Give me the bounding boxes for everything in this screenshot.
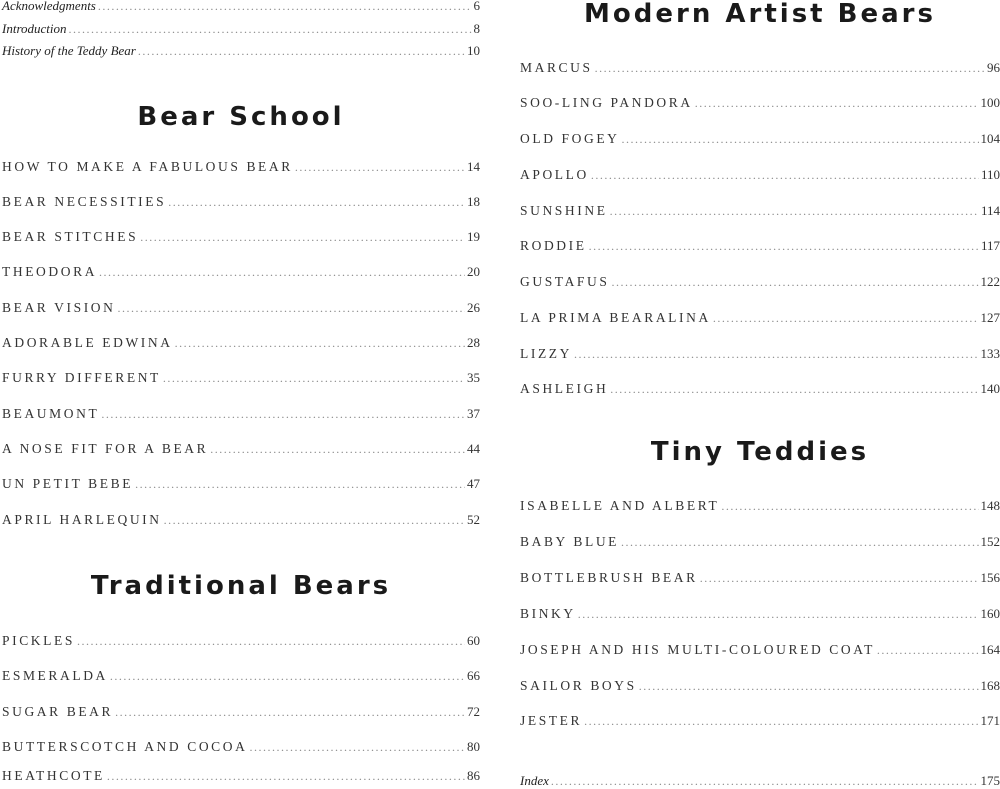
toc-entry-title: GUSTAFUS (520, 274, 610, 289)
toc-entry[interactable] (2, 335, 480, 351)
toc-entry-page: 18 (467, 194, 480, 209)
dot-leader (589, 239, 979, 254)
toc-entry-title: BEAR STITCHES (2, 229, 139, 244)
toc-entry[interactable] (2, 159, 480, 175)
dot-leader (610, 204, 979, 219)
section-heading-traditional-bears: Traditional Bears (90, 571, 392, 601)
dot-leader (164, 513, 465, 528)
toc-entry-title: SUGAR BEAR (2, 704, 114, 719)
toc-entry-page: 110 (980, 167, 1000, 182)
toc-entry-page: 28 (467, 335, 480, 350)
toc-entry-page: 6 (473, 0, 480, 13)
toc-entry-title: BUTTERSCOTCH AND COCOA (2, 739, 248, 754)
toc-entry-title: SUNSHINE (520, 203, 608, 218)
toc-entry-page: 44 (467, 441, 480, 456)
toc-entry-title: SAILOR BOYS (520, 678, 637, 693)
toc-entry-title: THEODORA (2, 264, 98, 279)
dot-leader (168, 195, 465, 210)
toc-entry-introduction[interactable] (2, 21, 480, 37)
toc-entry[interactable] (520, 310, 1000, 326)
dot-leader (295, 160, 465, 175)
toc-entry-page: 148 (980, 498, 1000, 513)
dot-leader (69, 22, 472, 37)
dot-leader (110, 669, 465, 684)
toc-entry[interactable] (520, 167, 1000, 183)
toc-entry-title: SOO-LING PANDORA (520, 95, 693, 110)
toc-entry-index[interactable] (520, 773, 1000, 789)
toc-entry-title: BEAR VISION (2, 300, 116, 315)
toc-entry[interactable] (2, 194, 480, 210)
dot-leader (115, 705, 465, 720)
toc-entry-page: 37 (467, 406, 480, 421)
dot-leader (249, 740, 465, 755)
toc-entry[interactable] (520, 95, 1000, 111)
toc-entry-title: A NOSE FIT FOR A BEAR (2, 441, 209, 456)
dot-leader (591, 168, 979, 183)
toc-entry[interactable] (520, 238, 1000, 254)
dot-leader (77, 634, 465, 649)
toc-entry-title: Index (520, 773, 549, 788)
toc-entry-title: ASHLEIGH (520, 381, 609, 396)
dot-leader (210, 442, 465, 457)
toc-entry-title: ISABELLE AND ALBERT (520, 498, 720, 513)
toc-entry-title: HEATHCOTE (2, 768, 105, 783)
toc-entry-title: ESMERALDA (2, 668, 108, 683)
toc-entry-page: 19 (467, 229, 480, 244)
toc-entry[interactable] (2, 441, 480, 457)
toc-entry-title: ADORABLE EDWINA (2, 335, 173, 350)
toc-entry-page: 14 (467, 159, 480, 174)
toc-entry[interactable] (2, 406, 480, 422)
toc-entry-title: LA PRIMA BEARALINA (520, 310, 711, 325)
dot-leader (163, 371, 465, 386)
dot-leader (584, 714, 978, 729)
toc-entry-page: 127 (980, 310, 1000, 325)
toc-entry[interactable] (520, 60, 1000, 76)
dot-leader (99, 265, 465, 280)
dot-leader (175, 336, 465, 351)
toc-entry[interactable] (520, 131, 1000, 147)
toc-entry-title: History of the Teddy Bear (2, 43, 136, 58)
dot-leader (578, 607, 979, 622)
toc-entry[interactable] (520, 203, 1000, 219)
toc-entry-acknowledgments[interactable] (2, 0, 480, 14)
toc-entry-title: JOSEPH AND HIS MULTI-COLOURED COAT (520, 642, 875, 657)
dot-leader (107, 769, 465, 784)
toc-entry-page: 164 (980, 642, 1000, 657)
toc-entry-title: BABY BLUE (520, 534, 620, 549)
dot-leader (700, 571, 979, 586)
toc-entry-page: 35 (467, 370, 480, 385)
toc-entry[interactable] (520, 570, 1000, 586)
dot-leader (695, 96, 979, 111)
toc-entry-page: 104 (980, 131, 1000, 146)
section-heading-tiny-teddies: Tiny Teddies (650, 437, 870, 467)
toc-entry-page: 175 (980, 773, 1000, 788)
toc-entry-page: 20 (467, 264, 480, 279)
toc-entry[interactable] (520, 498, 1000, 514)
toc-entry[interactable] (2, 512, 480, 528)
toc-entry-title: BEAR NECESSITIES (2, 194, 167, 209)
toc-entry-page: 100 (980, 95, 1000, 110)
toc-entry-title: RODDIE (520, 238, 587, 253)
toc-entry-page: 60 (467, 633, 480, 648)
dot-leader (877, 643, 979, 658)
dot-leader (551, 774, 979, 789)
toc-entry-title: UN PETIT BEBE (2, 476, 134, 491)
toc-entry[interactable] (520, 534, 1000, 550)
dot-leader (101, 407, 465, 422)
toc-entry[interactable] (520, 678, 1000, 694)
toc-entry-page: 168 (980, 678, 1000, 693)
toc-entry[interactable] (2, 370, 480, 386)
dot-leader (622, 132, 979, 147)
toc-entry[interactable] (520, 642, 1000, 658)
toc-entry-page: 8 (473, 21, 480, 36)
toc-entry[interactable] (2, 476, 480, 492)
toc-entry[interactable] (2, 229, 480, 245)
dot-leader (621, 535, 978, 550)
toc-entry-title: MARCUS (520, 60, 593, 75)
toc-entry-title: APRIL HARLEQUIN (2, 512, 162, 527)
toc-entry[interactable] (2, 704, 480, 720)
toc-entry-page: 117 (980, 238, 1000, 253)
toc-entry[interactable] (2, 668, 480, 684)
toc-entry-title: BEAUMONT (2, 406, 100, 421)
toc-entry-title: BOTTLEBRUSH BEAR (520, 570, 698, 585)
section-heading-bear-school: Bear School (137, 102, 345, 132)
toc-entry-page: 47 (467, 476, 480, 491)
dot-leader (140, 230, 465, 245)
dot-leader (639, 679, 979, 694)
dot-leader (610, 382, 978, 397)
toc-entry-title: LIZZY (520, 346, 572, 361)
dot-leader (721, 499, 978, 514)
toc-entry[interactable] (2, 768, 480, 784)
toc-entry-title: Acknowledgments (2, 0, 96, 13)
toc-entry-page: 122 (980, 274, 1000, 289)
toc-entry-page: 86 (467, 768, 480, 783)
toc-entry-page: 171 (980, 713, 1000, 728)
toc-entry[interactable] (2, 300, 480, 316)
toc-entry-title: JESTER (520, 713, 583, 728)
toc-entry-page: 140 (980, 381, 1000, 396)
dot-leader (595, 61, 985, 76)
toc-entry-page: 160 (980, 606, 1000, 621)
toc-entry[interactable] (520, 606, 1000, 622)
toc-entry-page: 152 (980, 534, 1000, 549)
toc-entry-page: 72 (467, 704, 480, 719)
toc-entry-page: 114 (980, 203, 1000, 218)
dot-leader (138, 44, 465, 59)
toc-entry-title: PICKLES (2, 633, 75, 648)
toc-entry-title: OLD FOGEY (520, 131, 620, 146)
toc-entry-page: 10 (467, 43, 480, 58)
dot-leader (135, 477, 465, 492)
toc-entry-page: 26 (467, 300, 480, 315)
toc-entry[interactable] (520, 713, 1000, 729)
dot-leader (574, 347, 979, 362)
toc-entry-page: 80 (467, 739, 480, 754)
toc-entry[interactable] (2, 739, 480, 755)
dot-leader (612, 275, 979, 290)
toc-entry[interactable] (2, 264, 480, 280)
toc-entry-page: 156 (980, 570, 1000, 585)
dot-leader (117, 301, 465, 316)
toc-entry[interactable] (520, 346, 1000, 362)
toc-entry[interactable] (520, 381, 1000, 397)
toc-entry[interactable] (2, 633, 480, 649)
section-heading-modern-artist-bears: Modern Artist Bears (584, 0, 936, 29)
toc-entry-page: 52 (467, 512, 480, 527)
toc-entry-title: FURRY DIFFERENT (2, 370, 161, 385)
toc-entry-title: BINKY (520, 606, 576, 621)
toc-entry-history[interactable] (2, 43, 480, 59)
toc-entry-title: Introduction (2, 21, 67, 36)
toc-entry-page: 96 (987, 60, 1000, 75)
dot-leader (98, 0, 472, 14)
toc-entry-page: 66 (467, 668, 480, 683)
toc-entry[interactable] (520, 274, 1000, 290)
dot-leader (713, 311, 979, 326)
toc-entry-page: 133 (980, 346, 1000, 361)
toc-entry-title: APOLLO (520, 167, 589, 182)
toc-entry-title: HOW TO MAKE A FABULOUS BEAR (2, 159, 293, 174)
